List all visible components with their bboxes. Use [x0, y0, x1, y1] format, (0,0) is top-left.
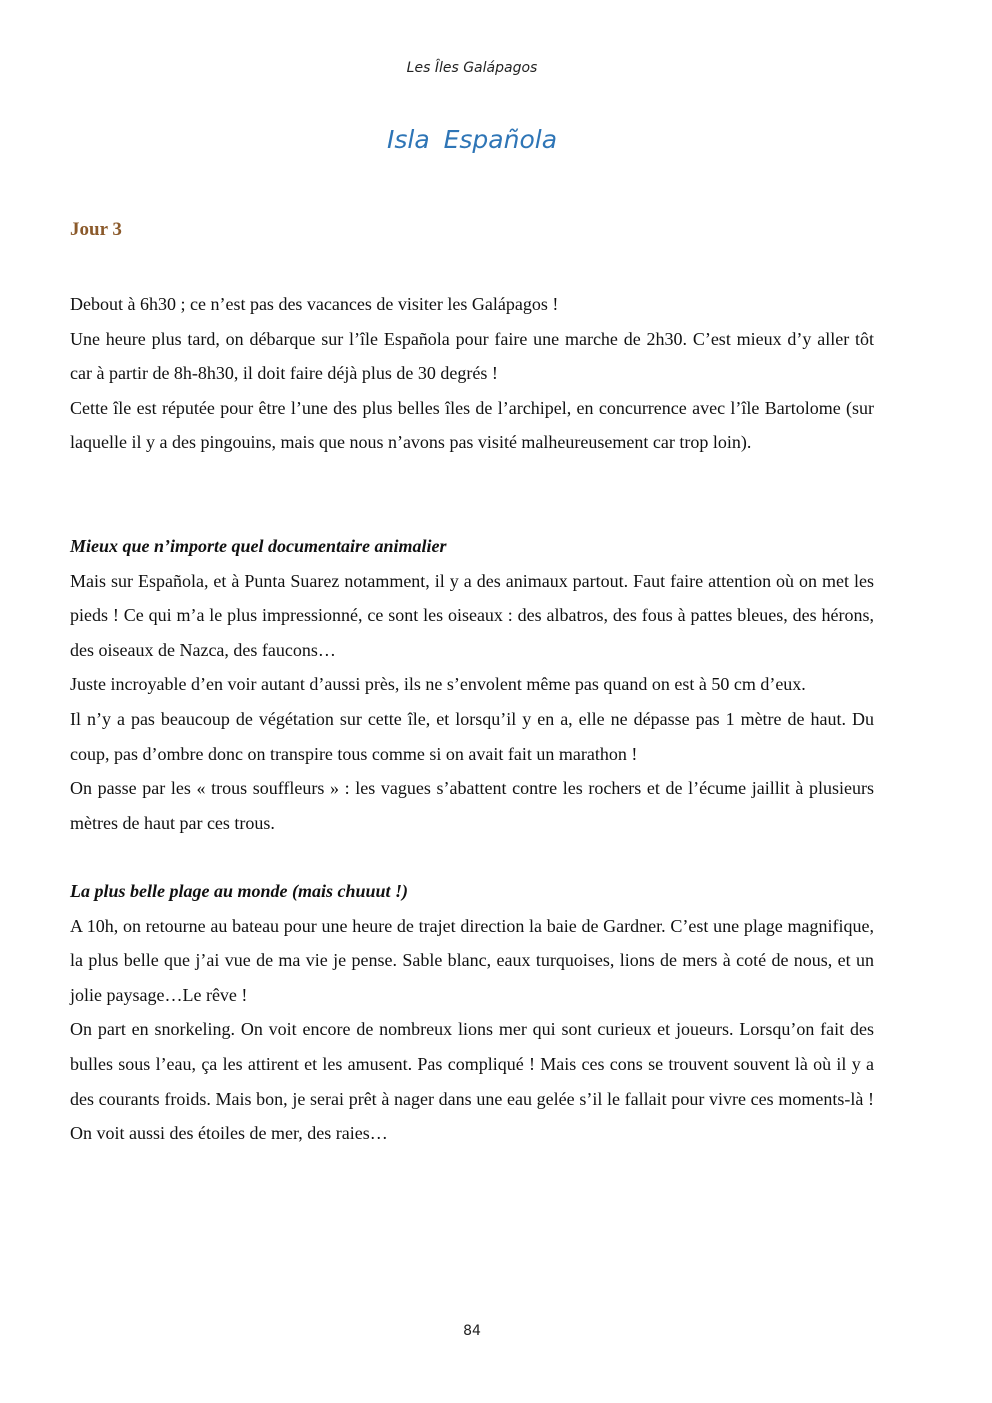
section-beach — [70, 874, 874, 1151]
paragraph: Une heure plus tard, on débarque sur l’île Española pour faire une marche de 2h30. C’est mieux d’y aller tôt car à partir de 8h-8h30, il doit faire déjà plus de 30 degrés ! — [70, 328, 874, 384]
paragraph: On passe par les « trous souffleurs » : les vagues s’abattent contre les rochers et de l’écume jaillit à plusieurs mètres de haut par ces trous. — [70, 778, 874, 833]
day-heading: Jour 3 — [70, 219, 122, 240]
chapter-title: Isla Española — [386, 125, 558, 154]
paragraph: Juste incroyable d’en voir autant d’aussi près, ils ne s’envolent même pas quand on est à 50 cm d’eux. — [70, 674, 806, 695]
paragraph: On part en snorkeling. On voit encore de nombreux lions mer qui sont curieux et joueurs. Lorsqu’on fait des bulles sous l’eau, ça les attirent et les amusent. Pas compliqué ! Mais ces cons se trouvent souvent là où il y a des courants froids. Mais bon, je serai prêt à nager dans une eau gelée s’il le fallait pour vivre ces moments-là ! On voit aussi des étoiles de mer, des raies… — [70, 1019, 874, 1144]
paragraph: Debout à 6h30 ; ce n’est pas des vacances de visiter les Galápagos ! — [70, 294, 559, 314]
paragraph: Il n’y a pas beaucoup de végétation sur cette île, et lorsqu’il y en a, elle ne dépasse pas 1 mètre de haut. Du coup, pas d’ombre donc on transpire tous comme si on avait fait un marathon ! — [70, 708, 874, 764]
running-header: Les Îles Galápagos — [406, 60, 538, 76]
section-heading: La plus belle plage au monde (mais chuuut !) — [70, 881, 409, 901]
section-animals — [70, 529, 874, 840]
paragraph: Cette île est réputée pour être l’une des plus belles îles de l’archipel, en concurrence avec l’île Bartolome (sur laquelle il y a des pingouins, mais que nous n’avons pas visité malheureusement car trop loin). — [70, 397, 874, 453]
section-heading: Mieux que n’importe quel documentaire animalier — [70, 536, 447, 556]
paragraph: Mais sur Española, et à Punta Suarez notamment, il y a des animaux partout. Faut faire attention où on met les pieds ! Ce qui m’a le plus impressionné, ce sont les oiseaux : des albatros, des fous à pattes bleues, des hérons, des oiseaux de Nazca, des faucons… — [70, 570, 874, 660]
paragraph: A 10h, on retourne au bateau pour une heure de trajet direction la baie de Gardner. C’est une plage magnifique, la plus belle que j’ai vue de ma vie je pense. Sable blanc, eaux turquoises, lions de mers à coté de nous, et un jolie paysage…Le rêve ! — [70, 915, 874, 1005]
page-number: 84 — [463, 1323, 481, 1339]
intro-block — [70, 287, 874, 460]
